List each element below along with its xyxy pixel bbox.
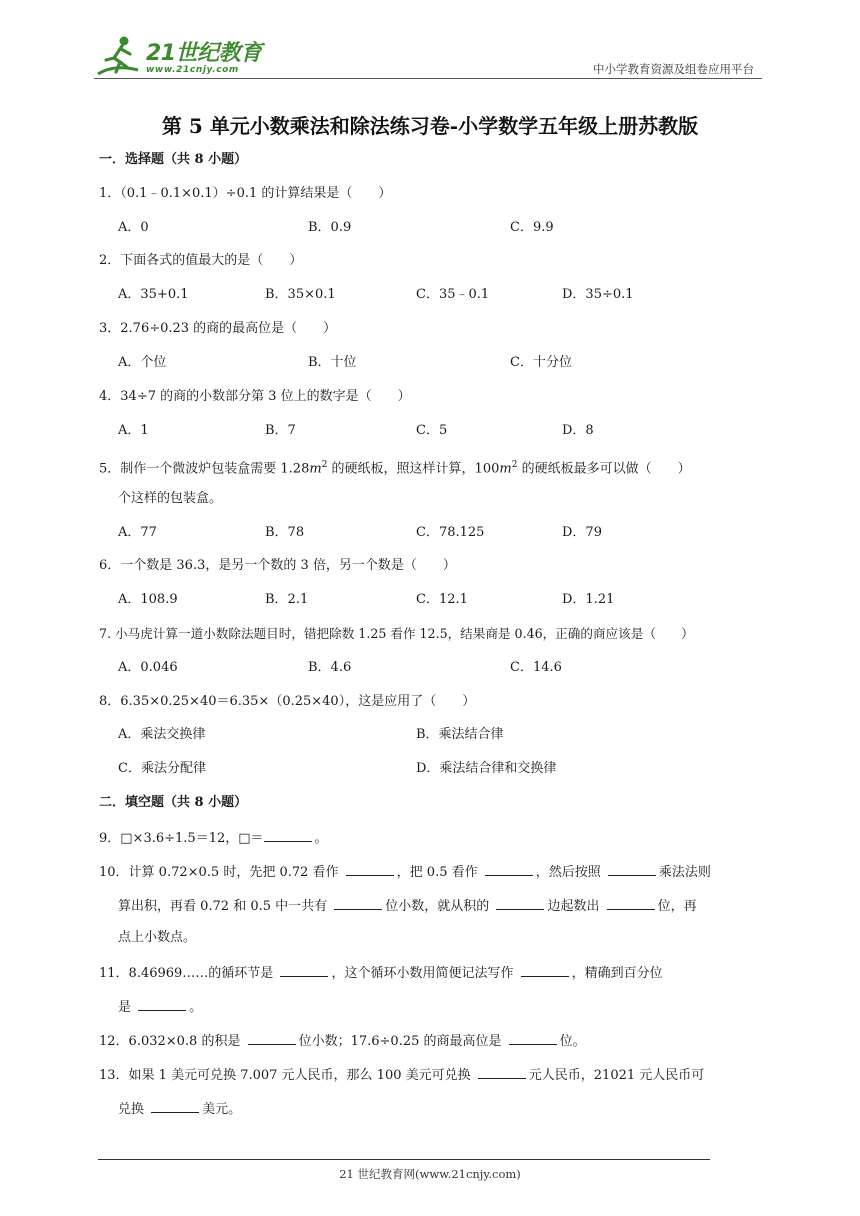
answer-blank[interactable] — [248, 1031, 296, 1045]
q4-option-d: D．8 — [562, 423, 594, 438]
page-title: 第 5 单元小数乘法和除法练习卷-小学数学五年级上册苏教版 — [161, 114, 699, 138]
answer-blank[interactable] — [151, 1099, 199, 1113]
answer-blank[interactable] — [608, 862, 656, 876]
q6-option-b: B．2.1 — [265, 592, 309, 607]
answer-blank[interactable] — [334, 896, 382, 910]
q6-option-a: A．108.9 — [118, 592, 178, 607]
q13-text-1a: 13．如果 1 美元可兑换 7.007 元人民币，那么 100 美元可兑换 — [99, 1068, 475, 1083]
q7-option-c: C．14.6 — [510, 660, 562, 675]
question-1-stem: 1．（0.1﹣0.1×0.1）÷0.1 的计算结果是（ ） — [99, 186, 392, 201]
q13-text-2b: 美元。 — [202, 1102, 242, 1117]
q5-exponent-2: 2 — [511, 460, 518, 470]
q10-text-1c: ，然后按照 — [535, 865, 605, 880]
q2-option-b: B．35×0.1 — [265, 287, 336, 302]
question-3-stem: 3．2.76÷0.23 的商的最高位是（ ） — [99, 321, 337, 336]
footer-divider — [98, 1159, 710, 1160]
q11-text-1b: ，这个循环小数用简便记法写作 — [331, 966, 518, 981]
q11-text-2b: 。 — [189, 1000, 203, 1015]
q8-option-a: A．乘法交换律 — [118, 727, 206, 742]
question-4-stem: 4．34÷7 的商的小数部分第 3 位上的数字是（ ） — [99, 389, 411, 404]
q10-text-2d: 位，再 — [657, 899, 697, 914]
q9-text-a: 9．□×3.6÷1.5＝12，□＝ — [99, 831, 264, 846]
question-11-line1 — [99, 963, 663, 983]
question-13-line1 — [99, 1065, 704, 1085]
q11-text-2a: 是 — [118, 1000, 136, 1015]
q10-text-1b: ，把 0.5 看作 — [396, 865, 482, 880]
answer-blank[interactable] — [509, 1031, 557, 1045]
header-divider — [94, 78, 762, 79]
q10-text-2b: 位小数，就从积的 — [385, 899, 494, 914]
answer-blank[interactable] — [485, 862, 533, 876]
answer-blank[interactable] — [264, 828, 312, 842]
q6-option-c: C．12.1 — [416, 592, 468, 607]
q10-text-2c: 边起数出 — [547, 899, 604, 914]
answer-blank[interactable] — [496, 896, 544, 910]
q3-option-b: B．十位 — [308, 355, 357, 370]
q13-text-1b: 元人民币，21021 元人民币可 — [528, 1068, 705, 1083]
q12-text-a: 12．6.032×0.8 的积是 — [99, 1034, 245, 1049]
q5-exponent-1: 2 — [321, 460, 328, 470]
answer-blank[interactable] — [478, 1065, 526, 1079]
question-13-line2 — [118, 1099, 241, 1119]
q12-text-b: 位小数；17.6÷0.25 的商最高位是 — [298, 1034, 506, 1049]
q11-text-1c: ，精确到百分位 — [571, 966, 663, 981]
q5-unit-2: m — [499, 461, 512, 477]
q5-text-b: 的硬纸板，照这样计算，100 — [327, 461, 500, 477]
q2-option-c: C．35﹣0.1 — [416, 287, 490, 302]
question-5-stem-line2: 个这样的包装盒。 — [118, 491, 223, 506]
question-12 — [99, 1031, 586, 1051]
footer-link[interactable]: 21 世纪教育网(www.21cnjy.com) — [339, 1167, 521, 1181]
q10-text-1d: 乘法法则 — [658, 865, 711, 880]
question-6-stem: 6．一个数是 36.3，是另一个数的 3 倍，另一个数是（ ） — [99, 558, 456, 573]
question-5-stem — [99, 456, 691, 478]
answer-blank[interactable] — [346, 862, 394, 876]
q8-option-c: C．乘法分配律 — [118, 761, 206, 776]
q10-text-1a: 10．计算 0.72×0.5 时，先把 0.72 看作 — [99, 865, 343, 880]
answer-blank[interactable] — [521, 963, 569, 977]
q8-option-b: B．乘法结合律 — [416, 727, 504, 742]
q3-option-c: C．十分位 — [510, 355, 572, 370]
q1-option-c: C．9.9 — [510, 220, 554, 235]
question-9 — [99, 828, 328, 848]
q3-option-a: A．个位 — [118, 355, 167, 370]
q4-option-a: A．1 — [118, 423, 149, 438]
q2-option-a: A．35+0.1 — [118, 287, 189, 302]
q5-text-a: 5．制作一个微波炉包装盒需要 1.28 — [99, 461, 310, 477]
question-10-line2 — [118, 896, 697, 916]
answer-blank[interactable] — [138, 997, 186, 1011]
logo-url: www.21cnjy.com — [146, 65, 239, 75]
q5-option-b: B．78 — [265, 525, 305, 540]
q1-option-a: A．0 — [118, 220, 149, 235]
answer-blank[interactable] — [280, 963, 328, 977]
question-2-stem: 2．下面各式的值最大的是（ ） — [99, 253, 303, 268]
question-8-stem: 8．6.35×0.25×40＝6.35×（0.25×40），这是应用了（ ） — [99, 694, 476, 709]
q1-option-b: B．0.9 — [308, 220, 352, 235]
q2-option-d: D．35÷0.1 — [562, 287, 634, 302]
answer-blank[interactable] — [607, 896, 655, 910]
platform-label: 中小学教育资源及组卷应用平台 — [593, 62, 754, 76]
q5-option-a: A．77 — [118, 525, 157, 540]
q5-option-d: D．79 — [562, 525, 602, 540]
q7-option-a: A．0.046 — [118, 660, 178, 675]
q5-unit-1: m — [309, 461, 322, 477]
logo-text: 21世纪教育 — [146, 41, 262, 66]
q6-option-d: D．1.21 — [562, 592, 615, 607]
q5-text-c: 的硬纸板最多可以做（ ） — [517, 461, 691, 477]
q4-option-c: C．5 — [416, 423, 448, 438]
section-heading-choice: 一．选择题（共 8 小题） — [99, 152, 248, 167]
q8-option-d: D．乘法结合律和交换律 — [416, 761, 557, 776]
site-logo[interactable] — [94, 34, 264, 80]
question-7-stem: 7. 小马虎计算一道小数除法题目时，错把除数 1.25 看作 12.5，结果商是 0.46，正确的商应该是（ ） — [99, 626, 694, 641]
question-11-line2 — [118, 997, 202, 1017]
q11-text-1a: 11．8.46969……的循环节是 — [99, 966, 278, 981]
section-heading-fill: 二．填空题（共 8 小题） — [99, 795, 248, 810]
q4-option-b: B．7 — [265, 423, 296, 438]
q5-option-c: C．78.125 — [416, 525, 485, 540]
question-10-line3: 点上小数点。 — [118, 930, 197, 945]
q12-text-c: 位。 — [559, 1034, 586, 1049]
q9-text-b: 。 — [314, 831, 328, 846]
q10-text-2a: 算出积，再看 0.72 和 0.5 中一共有 — [118, 899, 332, 914]
runner-icon — [94, 34, 144, 80]
question-10-line1 — [99, 862, 711, 882]
q13-text-2a: 兑换 — [118, 1102, 149, 1117]
q7-option-b: B．4.6 — [308, 660, 352, 675]
